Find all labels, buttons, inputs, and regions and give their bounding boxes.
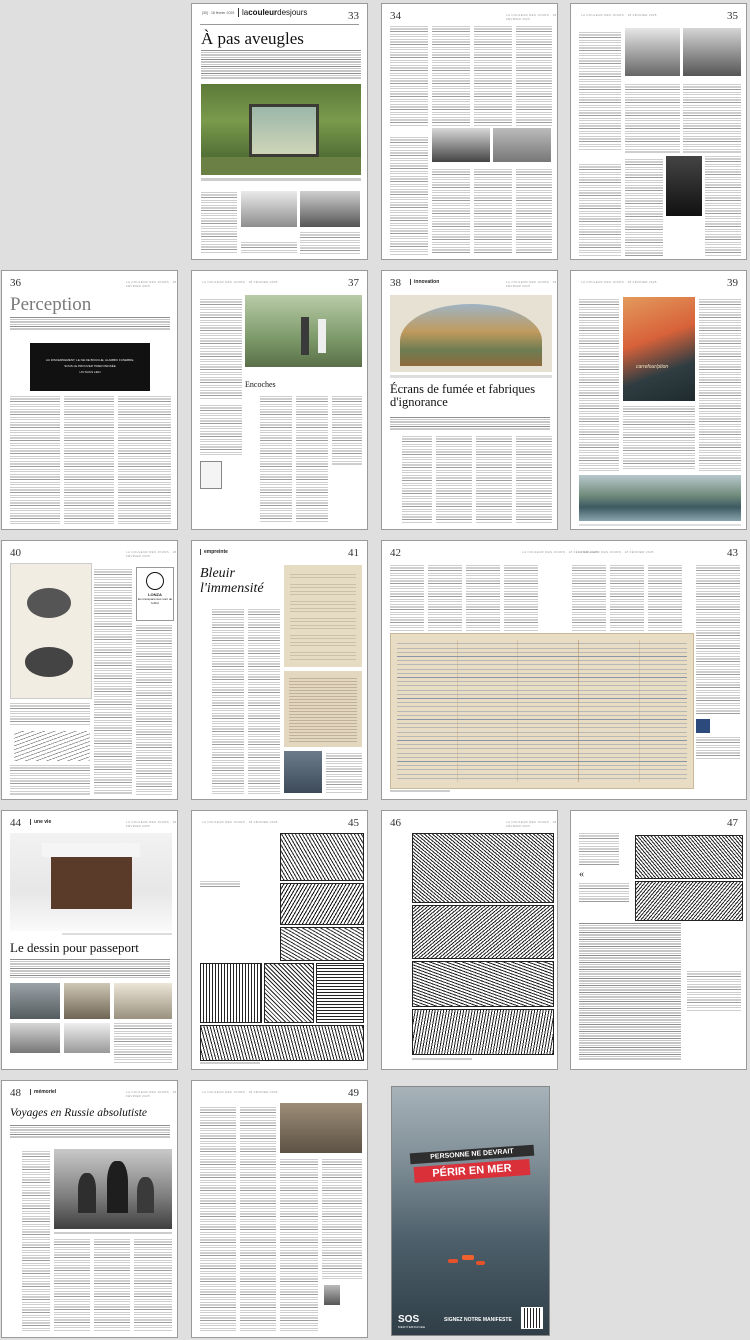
page-45[interactable] xyxy=(191,810,368,1070)
photo-4 xyxy=(10,1023,60,1053)
column-5 xyxy=(390,137,428,255)
org-bottom: MEDITERRANEE xyxy=(398,1325,426,1329)
page-39[interactable] xyxy=(570,270,747,530)
photo-group xyxy=(280,1103,362,1153)
headline: Écrans de fumée et fabriques d'ignorance xyxy=(390,382,536,410)
page-38[interactable] xyxy=(381,270,558,530)
page-37[interactable] xyxy=(191,270,368,530)
page-44[interactable] xyxy=(1,810,178,1070)
org-logo xyxy=(398,1315,425,1329)
page-49[interactable] xyxy=(191,1080,368,1338)
life-rafts xyxy=(448,1255,488,1267)
column-1 xyxy=(114,1023,172,1063)
specimen-1 xyxy=(27,588,71,617)
photo-2 xyxy=(64,983,110,1019)
column-2 xyxy=(64,396,114,524)
raft-3 xyxy=(476,1261,485,1265)
headline: Voyages en Russie absolutiste xyxy=(10,1107,148,1119)
chalet xyxy=(51,851,132,910)
handwritten-ledger-photo xyxy=(390,633,694,789)
column-2 xyxy=(241,242,297,254)
photo-1 xyxy=(10,983,60,1019)
column-1 xyxy=(201,192,237,254)
page-41[interactable] xyxy=(191,540,368,800)
page-35[interactable] xyxy=(570,3,747,260)
page-number: 44 xyxy=(10,817,21,829)
running-head: LA COULEUR DES JOURS · 18 FÉVRIER 2025 xyxy=(126,820,177,828)
figure-3 xyxy=(137,1177,155,1213)
credits-box xyxy=(696,737,740,759)
photo-3 xyxy=(114,983,172,1019)
running-head: LA COULEUR DES JOURS · 18 FÉVRIER 2025 xyxy=(581,280,657,284)
sidebar-note xyxy=(200,881,240,887)
photo-caption xyxy=(201,178,361,181)
column-4 xyxy=(134,1239,172,1331)
column-1 xyxy=(200,299,242,399)
headline: Le dessin pour passeport xyxy=(10,940,139,955)
section-title: Encoches xyxy=(245,380,276,389)
comic-panel-6 xyxy=(316,963,364,1023)
family-photo xyxy=(54,1149,172,1229)
credits-box xyxy=(200,405,242,455)
column-4 xyxy=(136,625,172,795)
issue-date: [30] · 18 février 2025 xyxy=(202,11,235,15)
page-number: 34 xyxy=(390,10,401,22)
intro-text xyxy=(579,883,629,903)
column-2 xyxy=(436,436,472,524)
rubric: empreinte xyxy=(200,549,228,555)
page-48[interactable] xyxy=(1,1080,178,1338)
author-portrait xyxy=(324,1285,340,1305)
rubric: mémoriel xyxy=(30,1089,56,1095)
comic-panel-5 xyxy=(264,963,314,1023)
column-8 xyxy=(696,565,740,715)
column-3 xyxy=(623,406,695,471)
painted-arch xyxy=(400,304,543,366)
hero-photo xyxy=(201,84,361,175)
spread-caption xyxy=(390,790,450,792)
column-1 xyxy=(390,565,424,631)
page-number: 37 xyxy=(348,277,359,289)
comic-panel-3 xyxy=(412,961,554,1007)
page-number: 49 xyxy=(348,1087,359,1099)
mirror-frame xyxy=(249,104,319,157)
page-number: 33 xyxy=(348,10,359,22)
photo-5 xyxy=(64,1023,110,1053)
illustration-trees xyxy=(635,881,743,921)
running-head: LA COULEUR DES JOURS · 18 FÉVRIER 2025 xyxy=(581,13,657,17)
column-7 xyxy=(648,565,682,631)
page-number: 35 xyxy=(727,10,738,22)
ad-slogan: les transparences sont de l'effort xyxy=(137,597,173,605)
black-screen-still: AU DISCERNEMENT, LE NE DE BOUCHE, ALAMBIC FUNEBRE, SOUS LE PROUVER TIRER PENSÉE UN SOUS LIEN xyxy=(30,343,150,391)
page-number: 40 xyxy=(10,547,21,559)
mural-caption xyxy=(390,375,552,378)
column-2 xyxy=(10,765,90,795)
ad-line-1: PERSONNE NE DEVRAIT xyxy=(410,1145,534,1165)
intro-text xyxy=(10,317,170,331)
notebook-cover xyxy=(284,751,322,793)
column-4 xyxy=(579,164,621,256)
column-1 xyxy=(579,299,619,471)
poster-painting xyxy=(623,297,695,401)
running-head: LA COULEUR DES JOURS · 18 FÉVRIER 2025 xyxy=(202,1090,278,1094)
column-7 xyxy=(474,169,512,255)
headline: Bleuir l'immensité xyxy=(200,566,264,596)
ink-lines xyxy=(397,640,687,782)
raft-2 xyxy=(462,1255,474,1260)
page-number-right: 43 xyxy=(727,547,738,559)
column-1 xyxy=(390,26,428,126)
column-3 xyxy=(476,436,512,524)
org-top: SOS xyxy=(398,1314,420,1325)
page-number: 45 xyxy=(348,817,359,829)
ad-brand: LONZA xyxy=(148,592,162,597)
comic-panel-1 xyxy=(280,833,364,881)
page-47[interactable] xyxy=(570,810,747,1070)
running-head: LA COULEUR DES JOURS · 18 FÉVRIER 2025 xyxy=(506,13,557,21)
bw-photo-street xyxy=(493,128,551,162)
person-2 xyxy=(318,319,326,353)
raft-1 xyxy=(448,1259,458,1263)
comic-caption xyxy=(412,1058,472,1060)
column-3 xyxy=(326,753,362,793)
headline: Perception xyxy=(10,294,92,315)
mural-photo xyxy=(390,295,552,372)
ledger-page-2 xyxy=(284,671,362,747)
column-2 xyxy=(54,1239,90,1331)
person-1 xyxy=(301,317,309,355)
column-2 xyxy=(240,1107,276,1331)
bw-photo-dark xyxy=(666,156,702,216)
figure-2 xyxy=(107,1161,128,1213)
photo-forest-couple xyxy=(245,295,362,367)
illustration-car xyxy=(635,835,743,879)
lonza-logo-icon xyxy=(146,572,164,590)
page-42-43-spread[interactable] xyxy=(381,540,747,800)
column-1 xyxy=(22,1151,50,1331)
page-number: 36 xyxy=(10,277,21,289)
column-4 xyxy=(516,436,552,524)
photo-caption xyxy=(579,524,741,526)
column-6 xyxy=(610,565,644,631)
rubric: une vie xyxy=(30,819,51,825)
running-head: LA COULEUR DES JOURS · 18 FÉVRIER 2025 xyxy=(506,820,557,828)
qr-code-icon[interactable] xyxy=(521,1307,543,1329)
handwritten-signature xyxy=(14,731,90,761)
page-number: 39 xyxy=(727,277,738,289)
logo-suffix: desjours xyxy=(277,8,308,17)
column-4 xyxy=(516,26,552,126)
column-1 xyxy=(10,396,60,524)
page-number: 38 xyxy=(390,277,401,289)
page-36[interactable] xyxy=(1,270,178,530)
page-number: 48 xyxy=(10,1087,21,1099)
intro-text xyxy=(201,50,361,80)
column-3 xyxy=(118,396,171,524)
bw-photo-tower xyxy=(300,191,360,227)
running-head: LA COULEUR DES JOURS · 18 FÉVRIER 2025 xyxy=(202,280,278,284)
column-2 xyxy=(625,84,680,154)
ledger-page-1 xyxy=(284,565,362,667)
column-5 xyxy=(572,565,606,631)
column-8 xyxy=(516,169,552,255)
column-4 xyxy=(332,396,362,466)
headline: À pas aveugles xyxy=(201,29,304,48)
rubric: innovation xyxy=(410,279,439,285)
column-3 xyxy=(94,569,132,795)
comic-panel-4 xyxy=(412,1009,554,1055)
masthead-logo xyxy=(238,8,307,17)
grass xyxy=(201,157,361,175)
snowy-roof xyxy=(42,843,139,857)
column-3 xyxy=(94,1239,130,1331)
bw-photo-fence xyxy=(683,28,741,76)
logo-main: couleur xyxy=(248,8,278,17)
running-head: LA COULEUR DES JOURS · 18 FÉVRIER 2025 xyxy=(126,1090,177,1098)
body-text xyxy=(579,923,681,1061)
page-46[interactable] xyxy=(381,810,558,1070)
cta-text[interactable]: SIGNEZ NOTRE MANIFESTE xyxy=(444,1317,512,1323)
sos-mediterranee-ad[interactable] xyxy=(391,1086,550,1336)
column-3 xyxy=(300,232,360,254)
quote-mark: « xyxy=(579,869,584,880)
logo-prefix: la xyxy=(242,8,249,17)
column-3 xyxy=(280,1159,318,1331)
intro-text xyxy=(10,959,170,979)
masthead-rule xyxy=(200,24,359,25)
book-cover xyxy=(200,461,222,489)
running-head: LA COULEUR DES JOURS · 18 FÉVRIER 2025 xyxy=(126,280,177,288)
running-head-left: LA COULEUR DES JOURS · 18 FÉVRIER 2025 xyxy=(522,550,598,554)
poster-word: carrefour/ption xyxy=(635,363,669,370)
column-2 xyxy=(699,299,741,471)
column-1 xyxy=(579,32,621,150)
running-head: LA COULEUR DES JOURS · 18 FÉVRIER 2025 xyxy=(126,550,177,558)
running-head-right: LA COULEUR DES JOURS · 18 FÉVRIER 2025 xyxy=(578,550,654,554)
figure-1 xyxy=(78,1173,97,1213)
ledger-lines xyxy=(289,676,357,742)
comic-panel-3 xyxy=(280,927,364,961)
chalet-snow-photo xyxy=(10,833,172,931)
comic-panel-7 xyxy=(200,1025,364,1061)
intro-text xyxy=(10,1125,170,1139)
page-number-left: 42 xyxy=(390,547,401,559)
column-2 xyxy=(432,26,470,126)
column-2 xyxy=(260,396,292,522)
page-number: 46 xyxy=(390,817,401,829)
bw-photo-factory xyxy=(241,191,297,227)
lonza-ad[interactable] xyxy=(136,567,174,621)
page-34[interactable] xyxy=(381,3,558,260)
column-1 xyxy=(10,703,90,725)
credits-box xyxy=(687,971,741,1011)
comic-caption xyxy=(200,1062,260,1064)
bw-photo-figure xyxy=(625,28,680,76)
scientific-plate xyxy=(10,563,92,699)
page-40[interactable] xyxy=(1,540,178,800)
column-3 xyxy=(296,396,328,522)
ad-line-2: PÉRIR EN MER xyxy=(414,1159,531,1183)
comic-panel-4 xyxy=(200,963,262,1023)
mountain-lake-photo xyxy=(579,475,741,521)
column-6 xyxy=(432,169,470,255)
ledger-lines xyxy=(290,571,356,661)
column-6 xyxy=(705,156,741,256)
sidebar-note xyxy=(579,833,619,865)
column-3 xyxy=(683,84,741,154)
running-head: LA COULEUR DES JOURS · 18 FÉVRIER 2025 xyxy=(202,820,278,824)
column-3 xyxy=(474,26,512,126)
specimen-2 xyxy=(25,647,73,676)
book-cover-blue xyxy=(696,719,710,733)
comic-panel-2 xyxy=(280,883,364,925)
bw-photo-portrait xyxy=(432,128,490,162)
page-number: 41 xyxy=(348,547,359,559)
photo-caption xyxy=(54,1232,172,1234)
column-1 xyxy=(200,1107,236,1331)
column-5 xyxy=(625,159,663,256)
column-2 xyxy=(248,609,280,794)
running-head: LA COULEUR DES JOURS · 18 FÉVRIER 2025 xyxy=(506,280,557,288)
column-2 xyxy=(428,565,462,631)
photo-caption xyxy=(62,933,172,935)
column-1 xyxy=(212,609,244,794)
page-number: 47 xyxy=(727,817,738,829)
column-4 xyxy=(504,565,538,631)
column-3 xyxy=(466,565,500,631)
page-33[interactable] xyxy=(191,3,368,260)
intro-text xyxy=(390,417,550,431)
column-1 xyxy=(402,436,432,524)
comic-panel-1 xyxy=(412,833,554,903)
column-4 xyxy=(322,1159,362,1279)
comic-panel-2 xyxy=(412,905,554,959)
